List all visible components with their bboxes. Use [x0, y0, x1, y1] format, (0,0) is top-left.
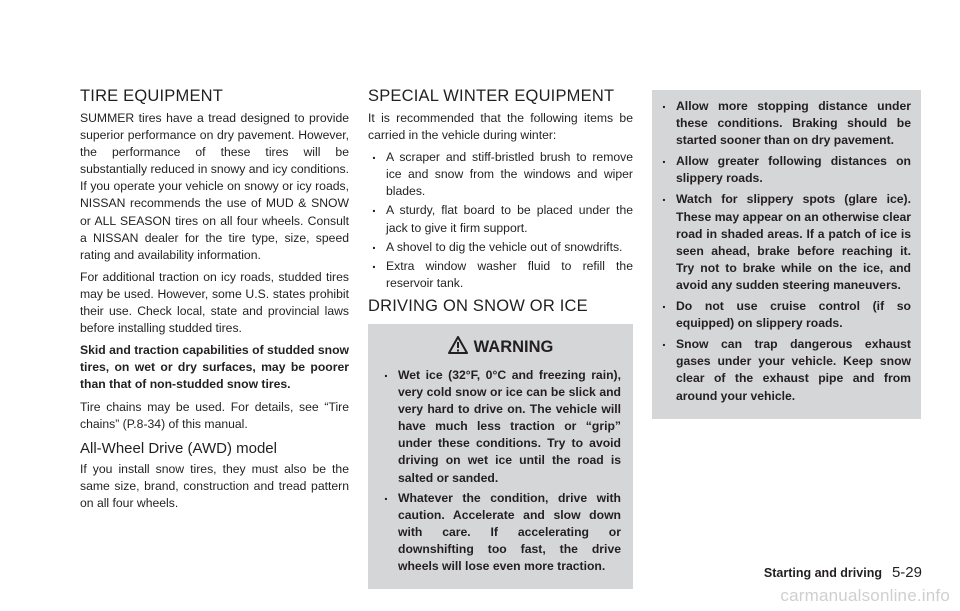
list-item: . Wet ice (32°F, 0°C and freezing rain), very cold snow or ice can be slick and very hard to drive on. The vehicle will have much less traction or “grip” under these conditions. Try to avoid driving on wet ice until the road is salted or sanded. [380, 367, 621, 487]
winter-items-list [368, 149, 633, 292]
paragraph-winter-intro: It is recommended that the following items be carried in the vehicle during winter: [368, 111, 633, 143]
list-item: . A shovel to dig the vehicle out of snowdrifts. [368, 239, 633, 256]
subheading-awd: All-Wheel Drive (AWD) model [80, 439, 277, 457]
paragraph-studded-caution: Skid and traction capabilities of studded snow tires, on wet or dry surfaces, may be poorer than that of non-studded snow tires. [80, 343, 349, 392]
list-item: . A sturdy, flat board to be placed under the jack to give it firm support. [368, 202, 633, 236]
watermark: carmanualsonline.info [780, 586, 950, 605]
warning-list [380, 367, 621, 575]
heading-tire-equipment: TIRE EQUIPMENT [80, 87, 224, 105]
column-middle [368, 86, 633, 589]
warning-triangle-icon [448, 336, 468, 359]
list-item: . Snow can trap dangerous exhaust gases under your vehicle. Keep snow clear of the exhaust pipe and from around your vehicle. [658, 336, 911, 404]
warning-title: WARNING [473, 337, 554, 356]
column-left [80, 86, 349, 517]
paragraph-awd-snow-tires: If you install snow tires, they must also be the same size, brand, construction and tread pattern on all four wheels. [80, 461, 349, 510]
page-number: 5-29 [891, 564, 922, 581]
list-item: . A scraper and stiff-bristled brush to remove ice and snow from the windows and wiper blades. [368, 149, 633, 200]
paragraph-studded-tires: For additional traction on icy roads, studded tires may be used. However, some U.S. states prohibit their use. Check local, state and provincial laws before installing studded tires. [80, 269, 349, 336]
column-right [652, 86, 921, 419]
warning-continued-box [652, 90, 921, 419]
list-item: . Extra window washer fluid to refill the reservoir tank. [368, 258, 633, 292]
list-item: . Allow more stopping distance under these conditions. Braking should be started sooner than on dry pavement. [658, 98, 911, 149]
warning-box [368, 324, 633, 589]
list-item: . Whatever the condition, drive with caution. Accelerate and slow down with care. If accelerating or downshifting too fast, the drive wheels will lose even more traction. [380, 490, 621, 575]
footer-section-name: Starting and driving [763, 566, 882, 580]
list-item: . Do not use cruise control (if so equipped) on slippery roads. [658, 298, 911, 332]
warning-continued-list [658, 98, 911, 405]
heading-driving-on-snow: DRIVING ON SNOW OR ICE [368, 296, 588, 315]
page-footer [700, 564, 922, 581]
paragraph-summer-tires: SUMMER tires have a tread designed to provide superior performance on dry pavement. However, the performance of these tires will be substantially reduced in snowy and icy conditions. If you operate your vehicle on snowy or icy roads, NISSAN recommends the use of MUD & SNOW or ALL SEASON tires on all four wheels. Consult a NISSAN dealer for the tire type, size, speed rating and availability information. [80, 111, 349, 262]
heading-special-winter-equipment: SPECIAL WINTER EQUIPMENT [368, 87, 615, 105]
paragraph-tire-chains: Tire chains may be used. For details, see “Tire chains” (P.8-34) of this manual. [80, 399, 349, 431]
list-item: . Allow greater following distances on slippery roads. [658, 153, 911, 187]
list-item: . Watch for slippery spots (glare ice). These may appear on an otherwise clear road in shaded areas. If a patch of ice is seen ahead, brake before reaching it. Try not to brake while on the ice, and avoid any sudden steering maneuvers. [658, 191, 911, 294]
warning-header [380, 336, 621, 359]
